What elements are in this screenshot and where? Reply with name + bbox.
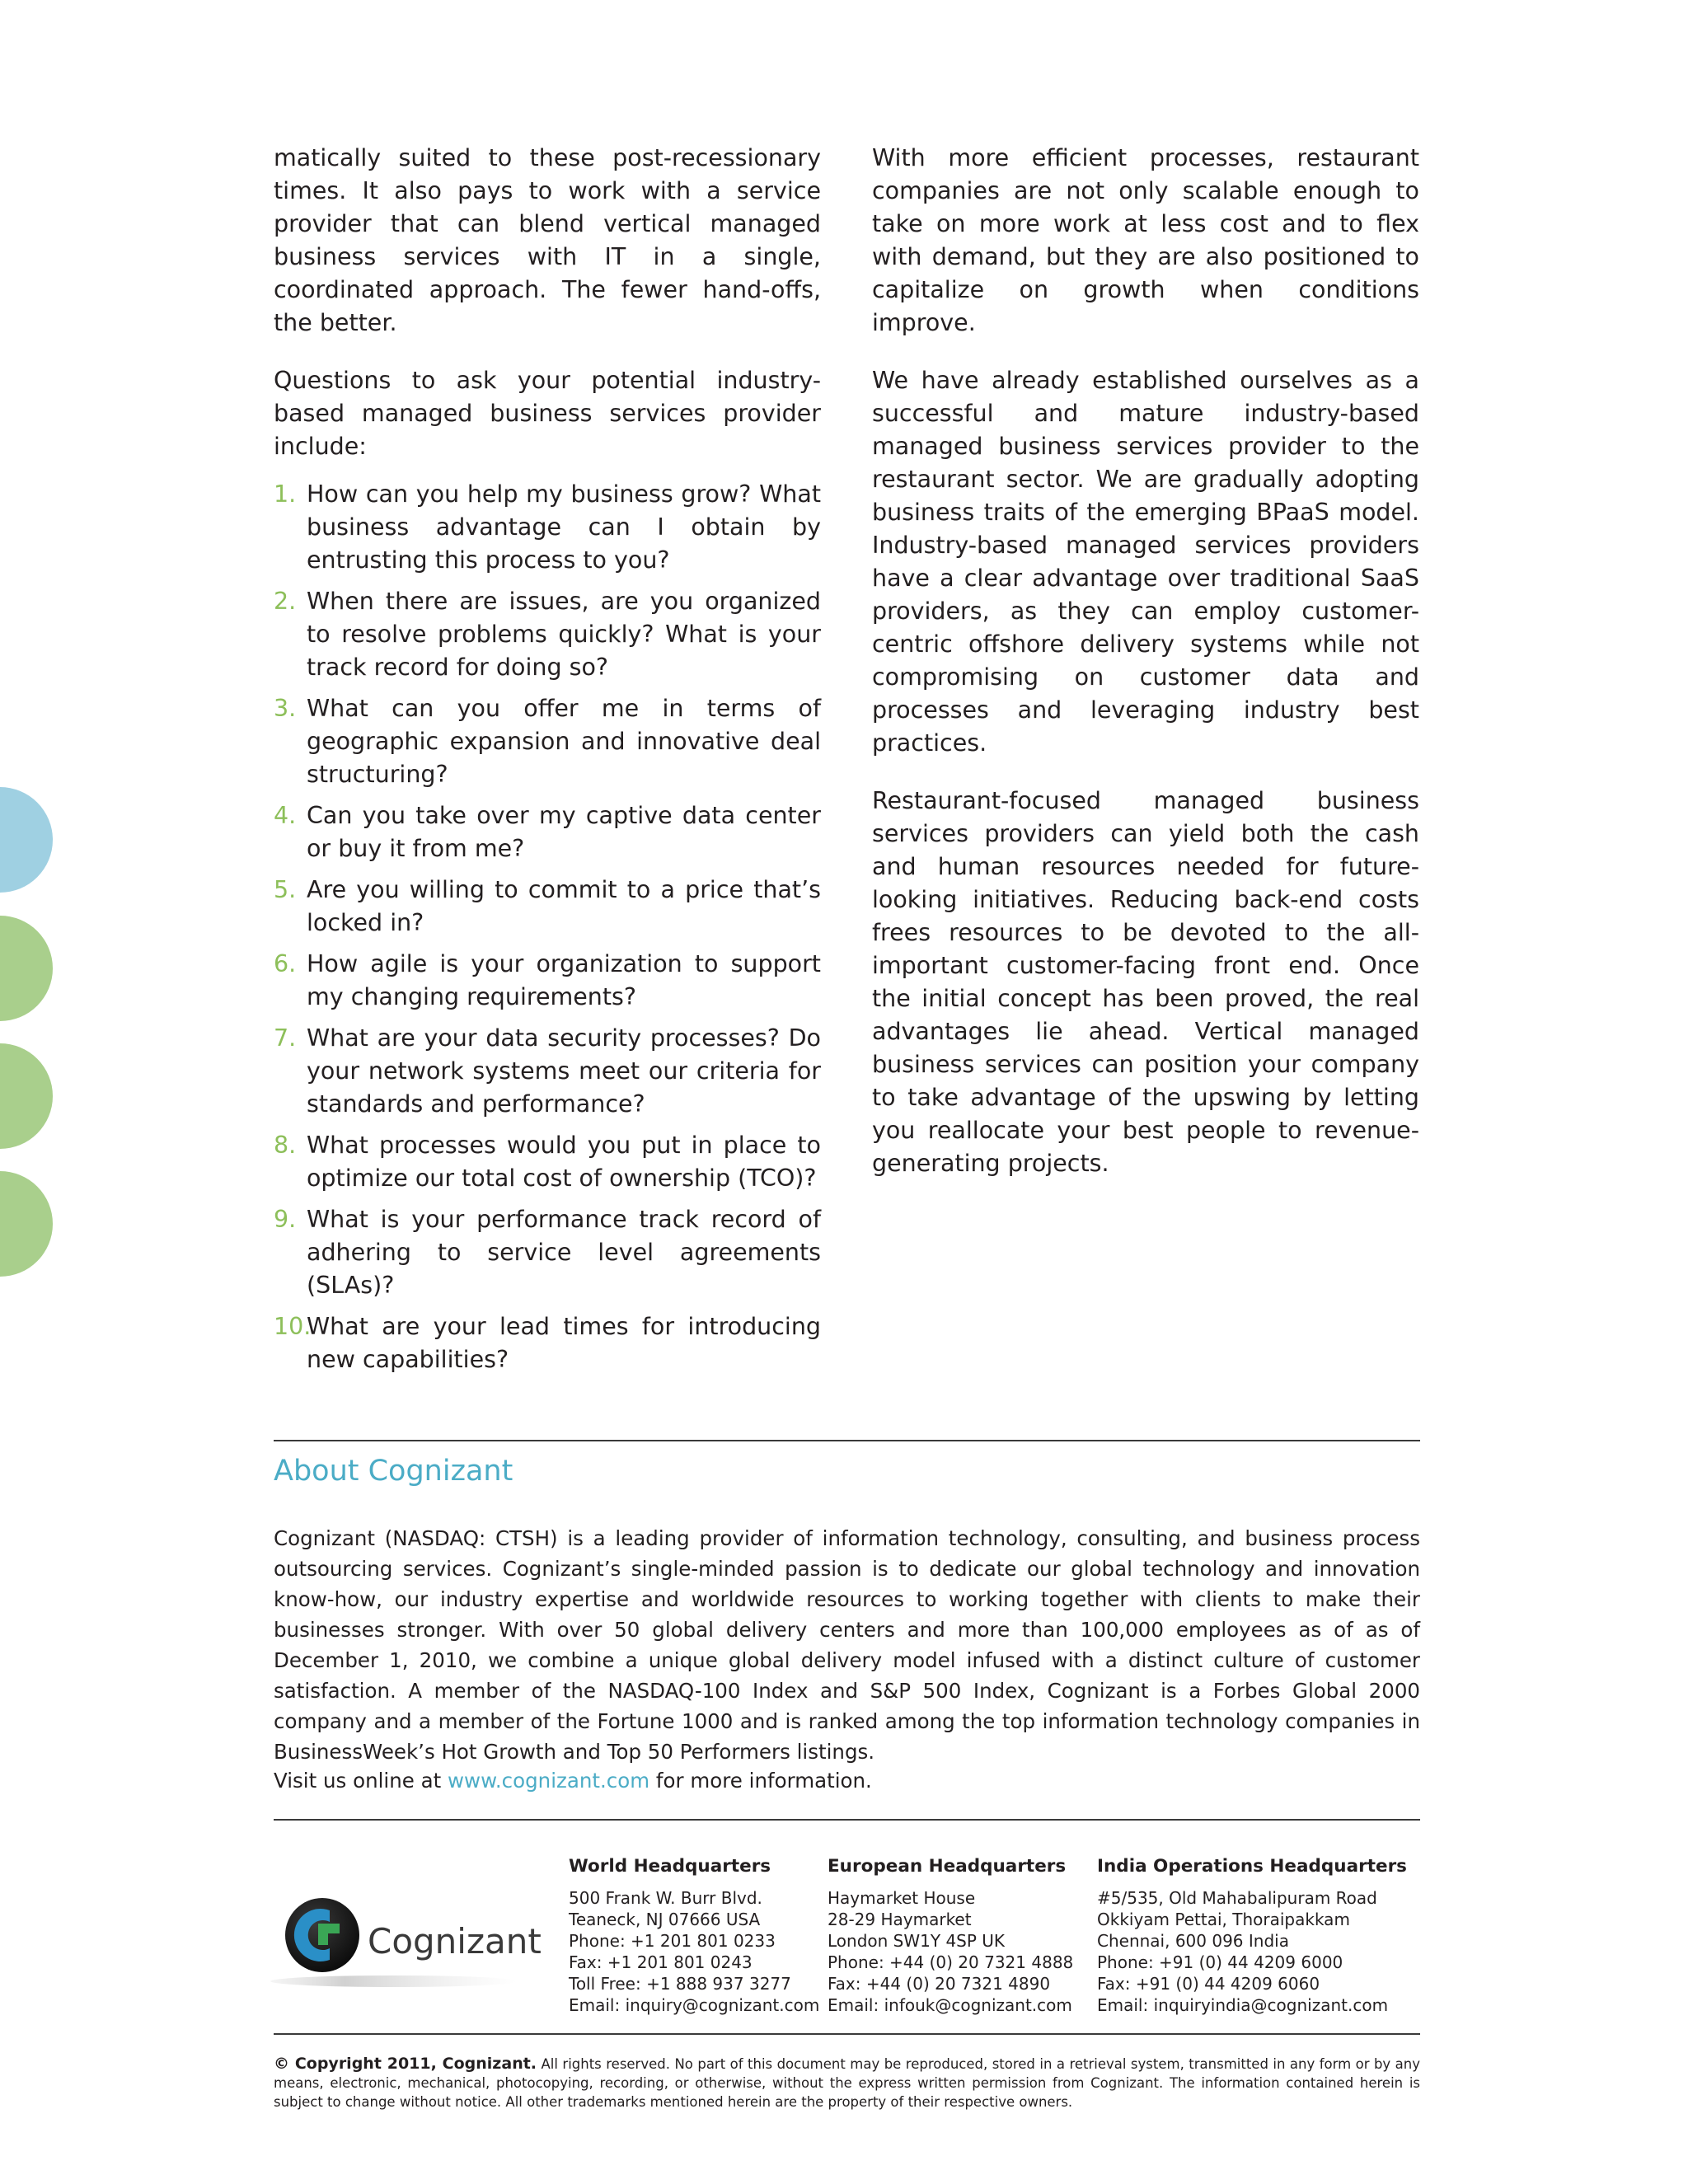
- list-text: What are your data security processes? Do your network systems meet our criteria for standards and performance?: [307, 1024, 821, 1118]
- hq-line: Teaneck, NJ 07666 USA: [569, 1910, 761, 1929]
- hq-line: Toll Free: +1 888 937 3277: [569, 1974, 791, 1994]
- copyright-text: All rights reserved. No part of this document may be reproduced, stored in a retrieval system, transmitted in any form or by any means, electronic, mechanical, photocopying, recording, or otherwise, without the express written permission from Cognizant. The information contained herein is subject to change without notice. All other trademarks mentioned herein are the property of their respective owners.: [274, 2056, 1420, 2110]
- list-text: How agile is your organization to support my changing requirements?: [307, 950, 821, 1010]
- divider: [274, 1819, 1420, 1821]
- list-number: 7.: [274, 1024, 297, 1052]
- divider: [274, 2033, 1420, 2035]
- list-number: 1.: [274, 480, 297, 508]
- list-text: When there are issues, are you organized to resolve problems quickly? What is your track record for doing so?: [307, 588, 821, 681]
- hq-title: European Headquarters: [828, 1856, 1067, 1877]
- about-heading: About Cognizant: [274, 1455, 513, 1488]
- questions-list: [274, 478, 821, 1376]
- list-item: [274, 1129, 821, 1195]
- list-item: [274, 874, 821, 940]
- decorative-circle-green: [0, 1043, 53, 1149]
- list-item: [274, 948, 821, 1014]
- list-number: 4.: [274, 802, 297, 829]
- copyright-notice: [274, 2055, 1420, 2111]
- world-headquarters: [569, 1856, 819, 2016]
- hq-line: 28-29 Haymarket: [828, 1910, 972, 1929]
- list-text: Are you willing to commit to a price that’s locked in?: [307, 876, 821, 936]
- list-text: Can you take over my captive data center or buy it from me?: [307, 802, 821, 862]
- list-number: 10.: [274, 1313, 312, 1340]
- list-number: 6.: [274, 950, 297, 977]
- list-number: 9.: [274, 1206, 297, 1233]
- list-item: [274, 1022, 821, 1121]
- list-text: What is your performance track record of adhering to service level agreements (SLAs)?: [307, 1206, 821, 1299]
- list-item: [274, 585, 821, 684]
- list-number: 5.: [274, 876, 297, 903]
- list-item: [274, 478, 821, 577]
- list-text: How can you help my business grow? What business advantage can I obtain by entrusting this process to you?: [307, 480, 821, 574]
- body-paragraph: Questions to ask your potential industry-based managed business services provider include:: [274, 367, 821, 460]
- hq-line: Okkiyam Pettai, Thoraipakkam: [1097, 1910, 1350, 1929]
- about-body: Cognizant (NASDAQ: CTSH) is a leading provider of information technology, consulting, and business process outsourcing services. Cognizant’s single-minded passion is to dedicate our global technology and innovation know-how, our industry expertise and worldwide resources to working together with clients to make their businesses stronger. With over 50 global delivery centers and more than 100,000 employees as of as of December 1, 2010, we combine a unique global delivery model infused with a distinct culture of customer satisfaction. A member of the NASDAQ-100 Index and S&P 500 Index, Cognizant is a Forbes Global 2000 company and a member of the Fortune 1000 and is ranked among the top information technology companies in BusinessWeek’s Hot Growth and Top 50 Performers listings.: [274, 1526, 1420, 1764]
- hq-line: Email: inquiryindia@cognizant.com: [1097, 1995, 1389, 2015]
- hq-line: Fax: +44 (0) 20 7321 4890: [828, 1974, 1051, 1994]
- list-text: What processes would you put in place to optimize our total cost of ownership (TCO)?: [307, 1132, 821, 1192]
- list-item: [274, 1203, 821, 1302]
- hq-line: Chennai, 600 096 India: [1097, 1931, 1289, 1951]
- website-link[interactable]: www.cognizant.com: [448, 1769, 650, 1793]
- body-paragraph: With more efficient processes, restaurant companies are not only scalable enough to take on more work at less cost and to flex with demand, but they are also positioned to capitalize on growth when conditions improve.: [872, 144, 1419, 336]
- decorative-circle-green: [0, 1171, 53, 1277]
- visit-prefix: Visit us online at: [274, 1769, 448, 1793]
- visit-suffix: for more information.: [649, 1769, 872, 1793]
- hq-line: Email: infouk@cognizant.com: [828, 1995, 1072, 2015]
- cognizant-logo: [270, 1879, 542, 1994]
- hq-line: Email: inquiry@cognizant.com: [569, 1995, 820, 2015]
- list-item: [274, 799, 821, 865]
- list-text: What can you offer me in terms of geographic expansion and innovative deal structuring?: [307, 695, 821, 788]
- copyright-bold: © Copyright 2011, Cognizant.: [274, 2055, 537, 2073]
- hq-line: Fax: +91 (0) 44 4209 6060: [1097, 1974, 1320, 1994]
- hq-title: World Headquarters: [569, 1856, 771, 1877]
- india-headquarters: [1097, 1856, 1407, 2016]
- list-number: 3.: [274, 695, 297, 722]
- visit-line: [274, 1765, 872, 1796]
- hq-title: India Operations Headquarters: [1097, 1856, 1407, 1877]
- cognizant-logo-icon: [270, 1879, 542, 1994]
- body-paragraph: Restaurant-focused managed business services providers can yield both the cash and human resources needed for future-looking initiatives. Reducing back-end costs frees resources to be devoted to the all-important customer-facing front end. Once the initial concept has been proved, the real advantages lie ahead. Vertical managed business services can position your company to take advantage of the upswing by letting you reallocate your best people to revenue-generating projects.: [872, 787, 1419, 1177]
- list-item: [274, 692, 821, 791]
- left-column: [274, 142, 821, 1385]
- body-paragraph: We have already established ourselves as a successful and mature industry-based managed business services provider to the restaurant sector. We are gradually adopting business traits of the emerging BPaaS model. Industry-based managed services providers have a clear advantage over traditional SaaS providers, as they can employ customer-centric offshore delivery systems while not compromising on customer data and processes and leveraging industry best practices.: [872, 367, 1419, 757]
- european-headquarters: [828, 1856, 1073, 2016]
- hq-line: 500 Frank W. Burr Blvd.: [569, 1888, 762, 1908]
- list-text: What are your lead times for introducing new capabilities?: [307, 1313, 821, 1373]
- decorative-circle-green: [0, 916, 53, 1021]
- decorative-circle-blue: [0, 787, 53, 893]
- body-paragraph: matically suited to these post-recessionary times. It also pays to work with a service provider that can blend vertical managed business services with IT in a single, coordinated approach. The fewer hand-offs, the better.: [274, 144, 821, 336]
- right-column: [872, 142, 1419, 1205]
- hq-line: Phone: +1 201 801 0233: [569, 1931, 776, 1951]
- hq-line: Haymarket House: [828, 1888, 976, 1908]
- list-number: 8.: [274, 1132, 297, 1159]
- hq-line: Fax: +1 201 801 0243: [569, 1952, 753, 1972]
- hq-line: London SW1Y 4SP UK: [828, 1931, 1006, 1951]
- hq-line: Phone: +91 (0) 44 4209 6000: [1097, 1952, 1343, 1972]
- list-number: 2.: [274, 588, 297, 615]
- hq-line: #5/535, Old Mahabalipuram Road: [1097, 1888, 1377, 1908]
- hq-line: Phone: +44 (0) 20 7321 4888: [828, 1952, 1074, 1972]
- logo-wordmark: Cognizant: [368, 1921, 542, 1961]
- divider: [274, 1440, 1420, 1441]
- list-item: [274, 1310, 821, 1376]
